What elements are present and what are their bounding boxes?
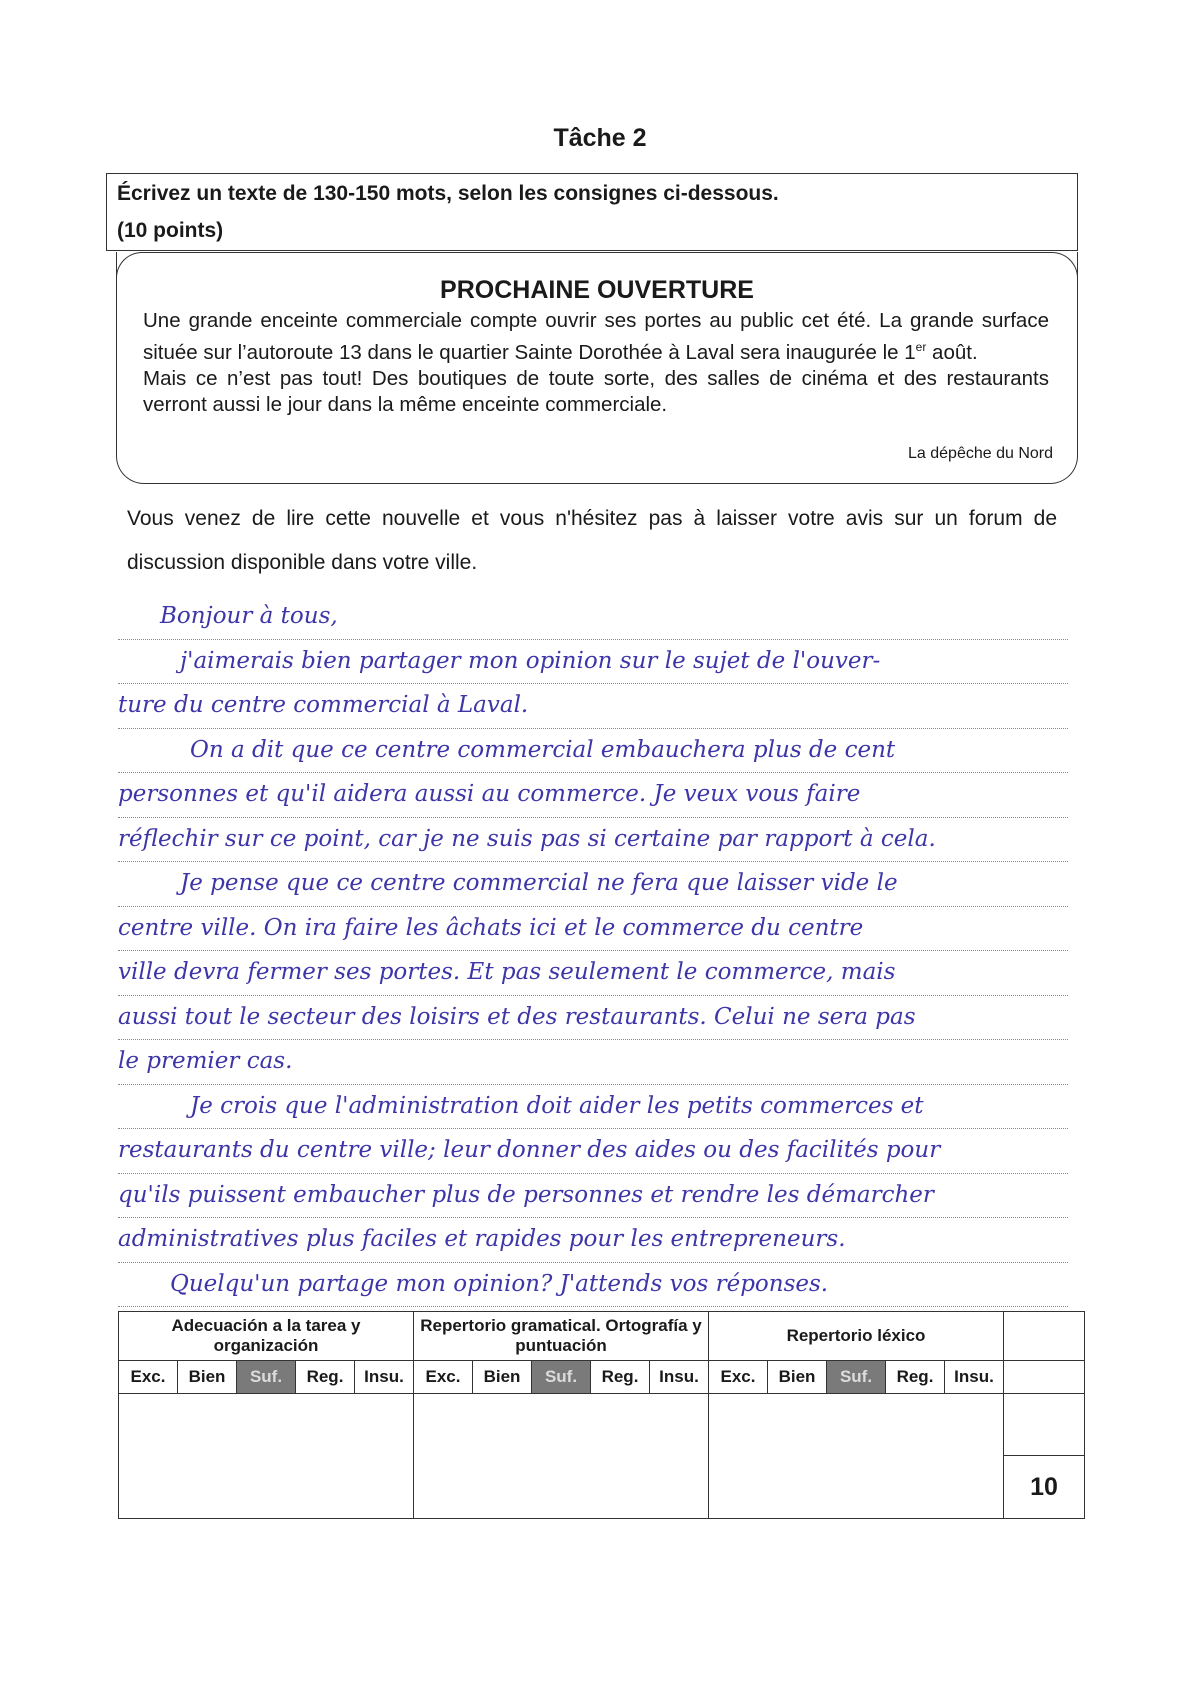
- article-paragraph-1-text: Une grande enceinte commerciale compte ouvrir ses portes au public cet été. La grande surface située sur l’autoroute 13 dans le quartier Sainte Dorothée à Laval sera inaugurée le 1: [143, 309, 1049, 364]
- level-reg: Reg.: [886, 1361, 945, 1394]
- ordinal-superscript: er: [915, 340, 927, 354]
- level-insu: Insu.: [650, 1361, 709, 1394]
- answer-line: [118, 1085, 1068, 1130]
- article-paragraph-2: Mais ce n’est pas tout! Des boutiques de toute sorte, des salles de cinéma et des restaurants verront aussi le jour dans la même enceinte commerciale.: [143, 366, 1049, 416]
- answer-line: [118, 818, 1068, 863]
- level-suf: Suf.: [532, 1361, 591, 1394]
- answer-line: [118, 1129, 1068, 1174]
- answer-line-text: Bonjour à tous,: [160, 603, 338, 629]
- score-blank: [1004, 1395, 1084, 1456]
- answer-line-text: centre ville. On ira faire les âchats ici et le commerce du centre: [118, 914, 864, 941]
- level-bien: Bien: [768, 1361, 827, 1394]
- answer-line-text: le premier cas.: [118, 1048, 293, 1074]
- task-prompt: Vous venez de lire cette nouvelle et vous n'hésitez pas à laisser votre avis sur un forum de discussion disponible dans votre ville.: [127, 507, 1057, 574]
- grading-table: [118, 1311, 1085, 1519]
- level-suf: Suf.: [237, 1361, 296, 1394]
- level-insu: Insu.: [355, 1361, 414, 1394]
- answer-line-text: Je pense que ce centre commercial ne fera que laisser vide le: [180, 870, 898, 896]
- score-column-header: [1004, 1312, 1085, 1361]
- level-reg: Reg.: [296, 1361, 355, 1394]
- instructions-box: [106, 173, 1078, 251]
- category-lexicon: Repertorio léxico: [709, 1312, 1004, 1361]
- level-suf: Suf.: [827, 1361, 886, 1394]
- answer-line-text: j'aimerais bien partager mon opinion sur le sujet de l'ouver-: [180, 647, 881, 674]
- answer-line-text: Quelqu'un partage mon opinion? J'attends vos réponses.: [170, 1270, 829, 1297]
- article-box: [116, 252, 1078, 484]
- answer-line-text: administratives plus faciles et rapides pour les entrepreneurs.: [118, 1226, 846, 1252]
- grade-cell-task-adequacy: [119, 1394, 414, 1519]
- answer-line-text: Je crois que l'administration doit aider les petits commerces et: [190, 1092, 924, 1119]
- level-bien: Bien: [473, 1361, 532, 1394]
- article-paragraph-1-end: août.: [926, 340, 978, 364]
- level-exc: Exc.: [709, 1361, 768, 1394]
- score-column-spacer: [1004, 1361, 1085, 1394]
- level-exc: Exc.: [119, 1361, 178, 1394]
- total-score: 10: [1030, 1473, 1058, 1501]
- answer-line-text: restaurants du centre ville; leur donner des aides ou des facilités pour: [118, 1137, 941, 1163]
- answer-line: [118, 996, 1068, 1041]
- answer-line: [118, 773, 1068, 818]
- answer-line: [118, 595, 1068, 640]
- article-body: [143, 308, 1049, 418]
- answer-line: [118, 907, 1068, 952]
- article-heading: PROCHAINE OUVERTURE: [440, 276, 754, 304]
- article-paragraph-1: [143, 308, 1049, 366]
- answer-line: [118, 1263, 1068, 1308]
- level-exc: Exc.: [414, 1361, 473, 1394]
- grade-cell-lexicon: [709, 1394, 1004, 1519]
- answer-line-text: ville devra fermer ses portes. Et pas seulement le commerce, mais: [118, 959, 896, 985]
- answer-line-text: aussi tout le secteur des loisirs et des restaurants. Celui ne sera pas: [118, 1003, 916, 1030]
- answer-line: [118, 729, 1068, 774]
- answer-line: [118, 1218, 1068, 1263]
- answer-line-text: qu'ils puissent embaucher plus de personnes et rendre les démarcher: [118, 1181, 934, 1208]
- answer-line: [118, 1174, 1068, 1219]
- answer-line-text: ture du centre commercial à Laval.: [118, 692, 529, 718]
- level-insu: Insu.: [945, 1361, 1004, 1394]
- answer-line: [118, 1040, 1068, 1085]
- answer-line-text: réflechir sur ce point, car je ne suis pas si certaine par rapport à cela.: [118, 825, 936, 852]
- task-title: Tâche 2: [553, 124, 647, 152]
- category-task-adequacy: Adecuación a la tarea y organización: [119, 1312, 414, 1361]
- level-bien: Bien: [178, 1361, 237, 1394]
- answer-line: [118, 684, 1068, 729]
- article-source: La dépêche du Nord: [908, 445, 1053, 462]
- points-text: (10 points): [117, 219, 224, 242]
- answer-line: [118, 862, 1068, 907]
- answer-line: [118, 951, 1068, 996]
- grade-cell-grammar: [414, 1394, 709, 1519]
- handwritten-answer: [118, 595, 1068, 1307]
- answer-line-text: On a dit que ce centre commercial embauchera plus de cent: [190, 736, 896, 763]
- answer-line-text: personnes et qu'il aidera aussi au commerce. Je veux vous faire: [118, 781, 861, 807]
- level-reg: Reg.: [591, 1361, 650, 1394]
- answer-line: [118, 640, 1068, 685]
- score-cell: [1004, 1394, 1085, 1519]
- category-grammar: Repertorio gramatical. Ortografía y puntuación: [414, 1312, 709, 1361]
- instructions-text: Écrivez un texte de 130-150 mots, selon les consignes ci-dessous.: [117, 182, 779, 205]
